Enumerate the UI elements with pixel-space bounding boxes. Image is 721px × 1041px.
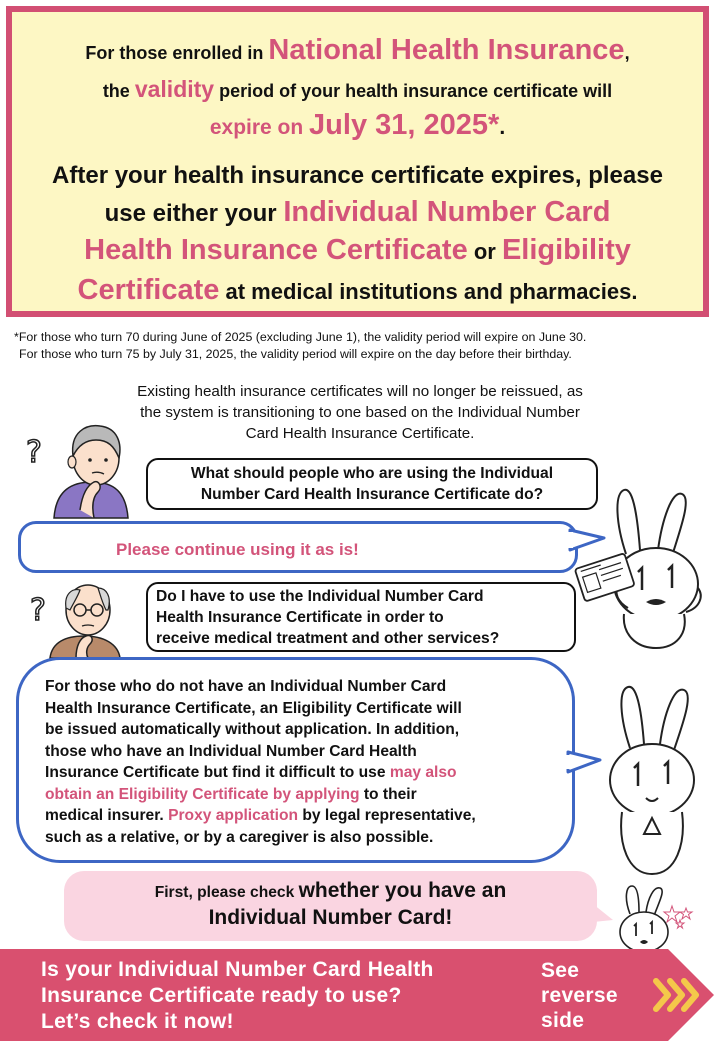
footnote (14, 329, 586, 363)
question-bubble-1 (146, 458, 598, 510)
answer-2-line-7: medical insurer. Proxy application by legal representative, (45, 807, 476, 824)
question-1-line-2: Number Card Health Insurance Certificate do? (200, 486, 544, 503)
banner-line-3: Let’s check it now! (41, 1010, 234, 1033)
check-line-1: First, please check whether you have an (154, 879, 507, 902)
banner-line-1: Is your Individual Number Card Health (41, 958, 434, 981)
answer-2-line-8: such as a relative, or by a caregiver is also possible. (45, 828, 434, 846)
answer-2-line-3: be issued automatically without application. In addition, (45, 721, 460, 738)
sparkle-star-icon (664, 904, 694, 932)
see-reverse-line-2: reverse (541, 984, 618, 1007)
notice-line-1: For those enrolled in National Health Insurance, (85, 34, 630, 66)
question-mark-icon (28, 590, 56, 630)
answer-2-line-4: those who have an Individual Number Card Health (45, 742, 417, 760)
answer-2-line-5: Insurance Certificate but find it difficult to use may also (45, 764, 457, 781)
banner-main-text (41, 957, 434, 1035)
footnote-line-2: For those who turn 75 by July 31, 2025, the validity period will expire on the day before their birthday. (19, 347, 572, 361)
intro-line-1: Existing health insurance certificates will no longer be reissued, as (137, 383, 583, 400)
notice-line-7: Certificate at medical institutions and pharmacies. (77, 274, 638, 306)
notice-line-3: expire on July 31, 2025*. (209, 109, 506, 141)
intro-text (80, 381, 640, 444)
chevron-right-icon (652, 977, 704, 1013)
main-notice-box (6, 6, 709, 317)
notice-line-2: the validity period of your health insurance certificate will (102, 76, 613, 102)
see-reverse-line-1: See (541, 959, 580, 982)
answer-2-line-2: Health Insurance Certificate, an Eligibility Certificate will (45, 699, 462, 717)
check-callout (64, 871, 597, 941)
check-line-2: Individual Number Card! (208, 906, 453, 929)
question-2-line-2: Health Insurance Certificate in order to (156, 609, 444, 626)
answer-1-text: Please continue using it as is! (116, 540, 359, 559)
question-2-line-3: receive medical treatment and other services? (156, 630, 500, 647)
intro-line-2: the system is transitioning to one based on the Individual Number (140, 404, 580, 421)
notice-line-4: After your health insurance certificate expires, please (52, 162, 663, 189)
question-mark-icon (24, 432, 52, 472)
see-reverse-line-3: side (541, 1009, 585, 1032)
bottom-banner (0, 949, 721, 1041)
notice-line-6: Health Insurance Certificate or Eligibility (84, 234, 631, 266)
banner-line-2: Insurance Certificate ready to use? (41, 984, 402, 1007)
answer-bubble-1 (18, 521, 578, 573)
answer-2-line-6: obtain an Eligibility Certificate by applying to their (45, 785, 417, 803)
rabbit-mascot-icon (594, 684, 714, 880)
svg-text:?: ? (30, 593, 46, 628)
svg-text:?: ? (26, 435, 42, 470)
id-card-icon (575, 552, 637, 604)
question-1-line-1: What should people who are using the Individual (190, 465, 554, 482)
question-2-line-1: Do I have to use the Individual Number Card (156, 588, 484, 605)
answer-bubble-2 (16, 657, 575, 863)
notice-line-5: use either your Individual Number Card (104, 196, 611, 228)
question-bubble-2 (146, 582, 576, 652)
see-reverse-side-link[interactable] (541, 958, 618, 1033)
answer-2-text (45, 676, 560, 848)
answer-2-line-1: For those who do not have an Individual Number Card (45, 678, 447, 695)
intro-line-3: Card Health Insurance Certificate. (245, 425, 475, 442)
footnote-line-1: *For those who turn 70 during June of 2025 (excluding June 1), the validity period will expire on June 30. (14, 330, 587, 344)
rabbit-mascot-icon (612, 884, 672, 950)
